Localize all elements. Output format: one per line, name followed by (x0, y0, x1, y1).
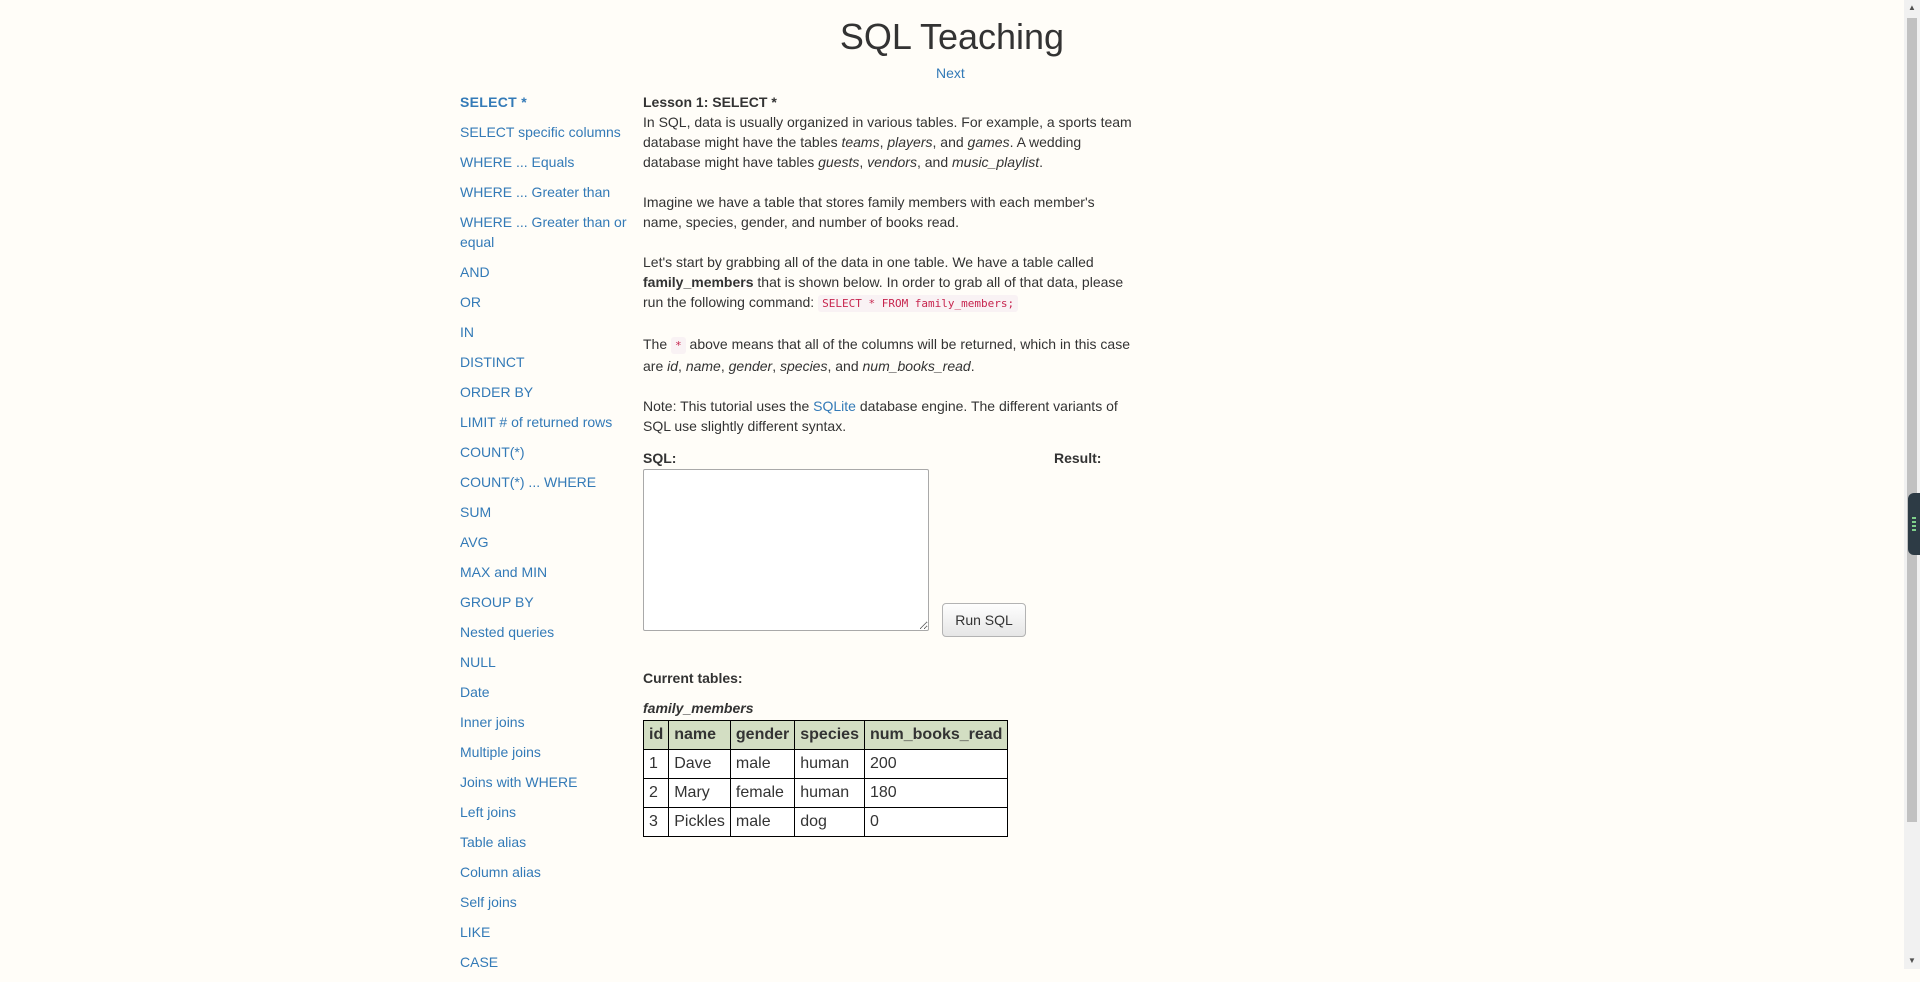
page-title: SQL Teaching (839, 16, 1065, 57)
grip-icon (1912, 517, 1916, 531)
sidebar-item-table-alias[interactable]: Table alias (460, 834, 527, 850)
lesson-note-paragraph (643, 396, 1135, 436)
lesson-intro-paragraph (643, 112, 1135, 172)
sidebar-item-select-all[interactable]: SELECT * (460, 94, 527, 110)
table-cell: 200 (864, 750, 1007, 779)
table-name-music-playlist: music_playlist (952, 154, 1040, 170)
table-cell: 0 (864, 808, 1007, 837)
table-cell: human (795, 750, 865, 779)
table-cell: Mary (669, 779, 731, 808)
sidebar-item-and[interactable]: AND (460, 264, 490, 280)
text: , and (916, 154, 952, 170)
table-cell: male (730, 750, 794, 779)
column-header: num_books_read (864, 721, 1007, 750)
table-name-players: players (887, 134, 933, 150)
text: that is shown below. In order to grab all of that data, please run the following command: (643, 274, 1124, 310)
sidebar-item-avg[interactable]: AVG (460, 534, 489, 550)
table-name-teams: teams (841, 134, 880, 150)
current-tables-heading: Current tables: (643, 670, 743, 686)
column-header: name (669, 721, 731, 750)
lesson-family-paragraph: Imagine we have a table that stores family members with each member's name, species, gender, and number of books read. (643, 194, 1095, 230)
triangle-down-icon[interactable]: ▼ (1908, 956, 1916, 965)
sidebar-item-left-joins[interactable]: Left joins (460, 804, 517, 820)
sidebar-item-column-alias[interactable]: Column alias (460, 864, 541, 880)
asterisk-code: * (671, 337, 686, 354)
sql-label: SQL: (643, 450, 677, 466)
sidebar-item-where-equals[interactable]: WHERE ... Equals (460, 154, 575, 170)
table-name-guests: guests (818, 154, 860, 170)
table-row (644, 779, 1008, 808)
column-name: name (685, 358, 721, 374)
text: , and (827, 358, 863, 374)
text: Note: This tutorial uses the (643, 398, 814, 414)
table-row (644, 750, 1008, 779)
column-name: id (667, 358, 679, 374)
text: , (772, 358, 780, 374)
column-header: gender (730, 721, 794, 750)
table-caption: family_members (643, 700, 754, 716)
text: Let's start by grabbing all of the data in one table. We have a table called (643, 254, 1094, 270)
text: In SQL, data is usually organized in various tables. For example, a sports team database might have the tables (643, 114, 1132, 150)
result-label: Result: (1054, 450, 1102, 466)
sidebar-item-where-greater[interactable]: WHERE ... Greater than (460, 184, 611, 200)
sidebar-item-inner-joins[interactable]: Inner joins (460, 714, 525, 730)
table-cell: dog (795, 808, 865, 837)
text: , (678, 358, 686, 374)
sidebar-item-in[interactable]: IN (460, 324, 474, 340)
lesson-sidebar (460, 92, 630, 982)
text: , (879, 134, 888, 150)
text: , (720, 358, 729, 374)
text: . (970, 358, 975, 374)
sidebar-item-like[interactable]: LIKE (460, 924, 491, 940)
sql-input[interactable] (643, 469, 929, 631)
sidebar-item-limit[interactable]: LIMIT # of returned rows (460, 414, 613, 430)
table-cell: female (730, 779, 794, 808)
sidebar-item-case[interactable]: CASE (460, 954, 499, 970)
text: , and (932, 134, 968, 150)
lesson-content (643, 92, 1135, 456)
sidebar-item-order-by[interactable]: ORDER BY (460, 384, 534, 400)
table-name-games: games (967, 134, 1010, 150)
sidebar-item-count[interactable]: COUNT(*) (460, 444, 525, 460)
text: . A wedding database might have tables (643, 134, 1082, 170)
sql-command-code: SELECT * FROM family_members; (818, 295, 1018, 312)
table-cell: 1 (644, 750, 669, 779)
lesson-columns-paragraph (643, 334, 1135, 376)
sidebar-item-count-where[interactable]: COUNT(*) ... WHERE (460, 474, 597, 490)
scrollbar-thumb[interactable] (1907, 18, 1917, 822)
lesson-command-paragraph (643, 252, 1135, 314)
column-header: id (644, 721, 669, 750)
sidebar-item-max-min[interactable]: MAX and MIN (460, 564, 548, 580)
table-cell: Dave (669, 750, 731, 779)
table-cell: male (730, 808, 794, 837)
table-cell: 2 (644, 779, 669, 808)
family-members-table (643, 720, 1008, 837)
table-header-row (644, 721, 1008, 750)
vertical-scrollbar[interactable] (1904, 0, 1920, 969)
next-link[interactable]: Next (936, 65, 965, 81)
text: The (643, 336, 672, 352)
text: . (1039, 154, 1044, 170)
sidebar-item-group-by[interactable]: GROUP BY (460, 594, 534, 610)
column-name: gender (728, 358, 773, 374)
sidebar-item-self-joins[interactable]: Self joins (460, 894, 517, 910)
table-cell: Pickles (669, 808, 731, 837)
table-row (644, 808, 1008, 837)
table-name-vendors: vendors (867, 154, 917, 170)
text: database engine. The different variants of SQL use slightly different syntax. (643, 398, 1118, 434)
sqlite-link[interactable]: SQLite (813, 398, 856, 414)
sidebar-item-joins-where[interactable]: Joins with WHERE (460, 774, 578, 790)
sidebar-item-distinct[interactable]: DISTINCT (460, 354, 525, 370)
table-cell: 180 (864, 779, 1007, 808)
sidebar-item-null[interactable]: NULL (460, 654, 496, 670)
column-name: num_books_read (862, 358, 971, 374)
text: above means that all of the columns will be returned, which in this case are (643, 336, 1130, 374)
triangle-up-icon[interactable]: ▲ (1908, 3, 1916, 12)
table-cell: 3 (644, 808, 669, 837)
sidebar-item-where-greater-equal[interactable]: WHERE ... Greater than or equal (460, 214, 627, 250)
table-name-family-members: family_members (643, 274, 754, 290)
column-name: species (780, 358, 828, 374)
sidebar-item-or[interactable]: OR (460, 294, 481, 310)
extension-side-tab[interactable] (1908, 493, 1920, 555)
sidebar-item-nested-queries[interactable]: Nested queries (460, 624, 555, 640)
sidebar-item-sum[interactable]: SUM (460, 504, 492, 520)
sidebar-item-date[interactable]: Date (460, 684, 490, 700)
lesson-heading: Lesson 1: SELECT * (643, 94, 777, 110)
table-cell: human (795, 779, 865, 808)
column-header: species (795, 721, 865, 750)
run-sql-button[interactable]: Run SQL (942, 603, 1026, 637)
sidebar-item-select-columns[interactable]: SELECT specific columns (460, 124, 621, 140)
text: , (859, 154, 868, 170)
sidebar-item-multiple-joins[interactable]: Multiple joins (460, 744, 541, 760)
